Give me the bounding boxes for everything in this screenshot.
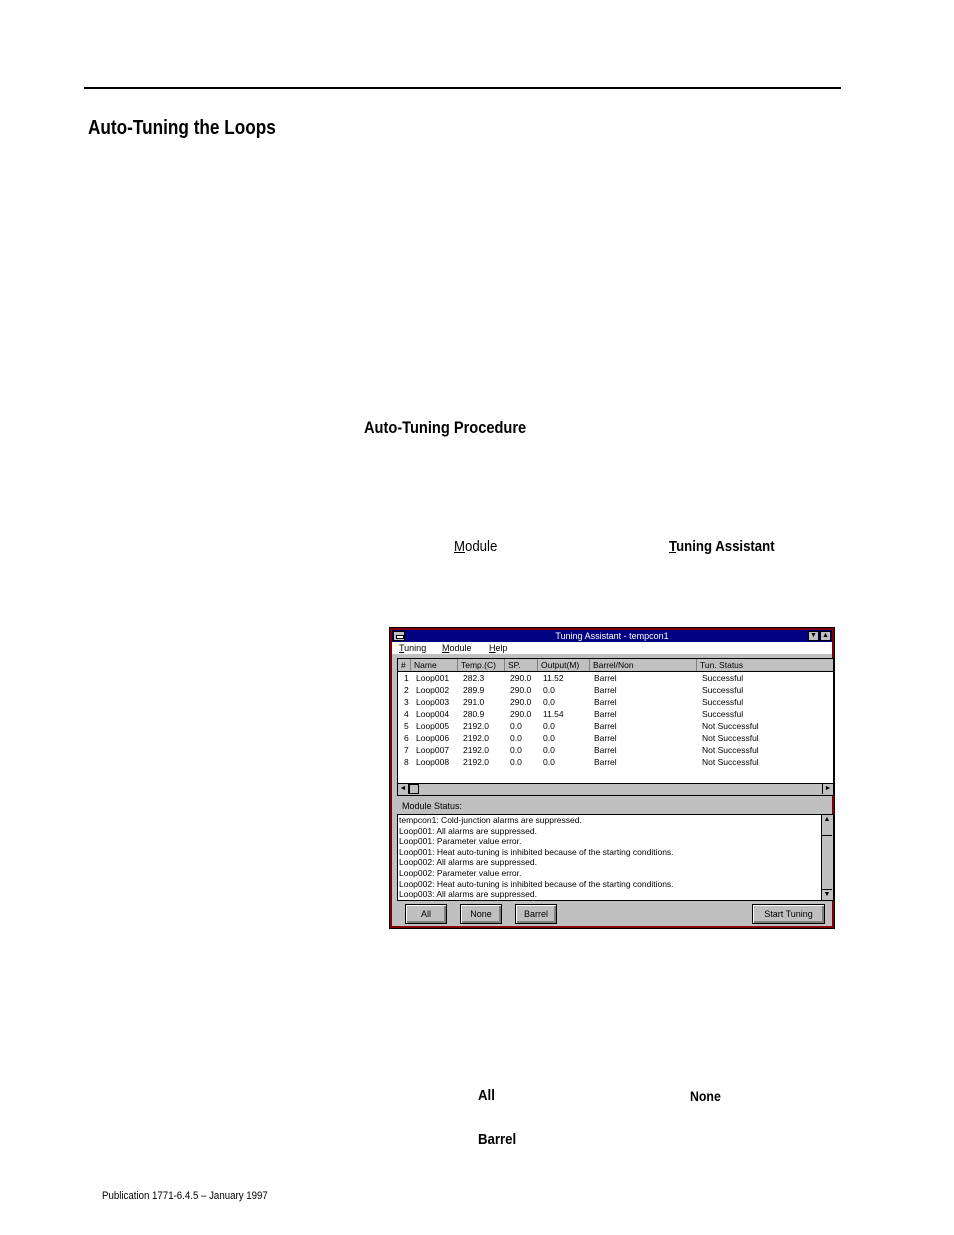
cell-num: 1: [404, 673, 409, 683]
log-line: Loop001: Parameter value error.: [399, 836, 522, 847]
table-row[interactable]: [398, 720, 833, 732]
table-row[interactable]: [398, 756, 833, 768]
cell-num: 6: [404, 733, 409, 743]
cell-name: Loop007: [416, 745, 450, 755]
cell-num: 5: [404, 721, 409, 731]
cell-barrel: Barrel: [594, 757, 617, 767]
table-row[interactable]: [398, 744, 833, 756]
horizontal-scrollbar[interactable]: [398, 783, 833, 795]
menu-module[interactable]: [442, 642, 472, 654]
table-row[interactable]: [398, 672, 833, 684]
cell-output: 0.0: [543, 745, 555, 755]
menu-term-module: [454, 538, 497, 555]
log-line: Loop002: Heat auto-tuning is inhibited because of the starting conditions.: [399, 878, 674, 889]
cell-name: Loop002: [416, 685, 450, 695]
menu-module-rest: odule: [449, 643, 472, 653]
loop-table-header: [398, 659, 833, 672]
cell-num: 7: [404, 745, 409, 755]
scroll-thumb-vertical[interactable]: [822, 825, 832, 836]
table-row[interactable]: [398, 732, 833, 744]
scroll-thumb[interactable]: [409, 784, 419, 794]
log-line: Loop001: All alarms are suppressed.: [399, 825, 537, 836]
cell-sp: 290.0: [510, 697, 532, 707]
barrel-button[interactable]: Barrel: [515, 904, 557, 924]
module-status-log[interactable]: [397, 814, 834, 901]
menu-help-rest: elp: [495, 643, 508, 653]
menu-module-mnemonic: M: [442, 643, 450, 653]
cell-sp: 290.0: [510, 673, 532, 683]
cell-output: 0.0: [543, 733, 555, 743]
cell-temp: 291.0: [463, 697, 485, 707]
start-tuning-button[interactable]: Start Tuning: [752, 904, 825, 924]
cell-num: 4: [404, 709, 409, 719]
menu-bar: [392, 642, 832, 654]
cell-status: Successful: [702, 685, 744, 695]
menu-term-module-mnemonic: M: [454, 538, 465, 555]
scroll-left-icon[interactable]: ◄: [398, 784, 409, 794]
cell-barrel: Barrel: [594, 721, 617, 731]
cell-barrel: Barrel: [594, 685, 617, 695]
cell-num: 3: [404, 697, 409, 707]
window-titlebar: [392, 630, 832, 642]
cell-temp: 2192.0: [463, 733, 489, 743]
col-temp[interactable]: Temp.(C): [458, 659, 505, 671]
table-row[interactable]: [398, 684, 833, 696]
scroll-up-icon[interactable]: ▲: [822, 815, 832, 826]
loop-table: [397, 658, 834, 796]
cell-temp: 282.3: [463, 673, 485, 683]
term-all: All: [478, 1087, 495, 1104]
cell-output: 0.0: [543, 685, 555, 695]
cell-temp: 2192.0: [463, 745, 489, 755]
cell-sp: 0.0: [510, 733, 522, 743]
cell-barrel: Barrel: [594, 673, 617, 683]
term-none: None: [690, 1088, 721, 1104]
tuning-assistant-window: [389, 627, 835, 929]
cell-status: Successful: [702, 697, 744, 707]
cell-status: Not Successful: [702, 757, 759, 767]
cell-name: Loop008: [416, 757, 450, 767]
scroll-down-icon[interactable]: ▼: [823, 891, 831, 898]
cell-name: Loop006: [416, 733, 450, 743]
cell-status: Successful: [702, 673, 744, 683]
cell-temp: 2192.0: [463, 757, 489, 767]
menu-help[interactable]: [489, 642, 508, 654]
option-term-rest: uning Assistant: [676, 538, 775, 555]
col-output[interactable]: Output(M): [538, 659, 590, 671]
cell-output: 0.0: [543, 697, 555, 707]
vertical-scrollbar[interactable]: [821, 815, 833, 900]
subsection-title: Auto-Tuning Procedure: [364, 418, 527, 437]
log-line: Loop003: All alarms are suppressed.: [399, 889, 537, 900]
log-line: tempcon1: Cold-junction alarms are suppressed.: [399, 815, 582, 825]
cell-output: 11.54: [543, 709, 564, 719]
cell-temp: 280.9: [463, 709, 485, 719]
term-barrel: Barrel: [478, 1131, 517, 1148]
scroll-right-icon[interactable]: ►: [822, 784, 833, 794]
cell-output: 0.0: [543, 721, 555, 731]
cell-name: Loop004: [416, 709, 450, 719]
cell-num: 2: [404, 685, 409, 695]
cell-sp: 0.0: [510, 757, 522, 767]
cell-barrel: Barrel: [594, 709, 617, 719]
loop-table-body: [398, 672, 833, 768]
option-term-tuning-assistant: [669, 538, 775, 555]
window-title: Tuning Assistant - tempcon1: [555, 631, 669, 641]
cell-output: 0.0: [543, 757, 555, 767]
module-status-lines: [398, 815, 833, 900]
col-status[interactable]: Tun. Status: [700, 660, 744, 670]
cell-num: 8: [404, 757, 409, 767]
cell-status: Successful: [702, 709, 744, 719]
cell-sp: 290.0: [510, 709, 532, 719]
publication-footer: Publication 1771-6.4.5 – January 1997: [102, 1190, 268, 1202]
menu-term-module-rest: odule: [465, 538, 498, 555]
menu-help-mnemonic: H: [489, 643, 496, 653]
cell-sp: 0.0: [510, 745, 522, 755]
all-button[interactable]: All: [405, 904, 447, 924]
cell-output: 11.52: [543, 673, 564, 683]
cell-sp: 290.0: [510, 685, 532, 695]
menu-tuning-mnemonic: T: [399, 643, 405, 653]
module-status-label: Module Status:: [402, 801, 463, 811]
cell-temp: 2192.0: [463, 721, 489, 731]
cell-sp: 0.0: [510, 721, 522, 731]
cell-barrel: Barrel: [594, 733, 617, 743]
none-button[interactable]: None: [460, 904, 502, 924]
cell-status: Not Successful: [702, 721, 759, 731]
log-line: Loop002: Parameter value error.: [399, 867, 522, 878]
cell-status: Not Successful: [702, 745, 759, 755]
cell-barrel: Barrel: [594, 745, 617, 755]
cell-temp: 289.9: [463, 685, 485, 695]
cell-name: Loop003: [416, 697, 450, 707]
col-num[interactable]: #: [398, 659, 411, 671]
header-rule: [84, 87, 841, 89]
minimize-icon[interactable]: ▼: [808, 631, 819, 641]
cell-status: Not Successful: [702, 733, 759, 743]
table-row[interactable]: [398, 696, 833, 708]
menu-tuning[interactable]: [399, 642, 426, 654]
menu-tuning-rest: uning: [404, 643, 427, 653]
cell-name: Loop001: [416, 673, 450, 683]
col-sp[interactable]: SP.: [505, 659, 538, 671]
log-line: Loop002: All alarms are suppressed.: [399, 857, 537, 868]
system-menu-icon[interactable]: [393, 631, 405, 641]
cell-name: Loop005: [416, 721, 450, 731]
log-line: Loop001: Heat auto-tuning is inhibited because of the starting conditions.: [399, 846, 674, 857]
section-title: Auto-Tuning the Loops: [88, 117, 276, 139]
col-name[interactable]: Name: [411, 659, 458, 671]
col-barrel[interactable]: Barrel/Non: [590, 659, 697, 671]
cell-barrel: Barrel: [594, 697, 617, 707]
maximize-icon[interactable]: ▲: [820, 631, 831, 641]
option-term-mnemonic: T: [669, 538, 677, 555]
table-row[interactable]: [398, 708, 833, 720]
